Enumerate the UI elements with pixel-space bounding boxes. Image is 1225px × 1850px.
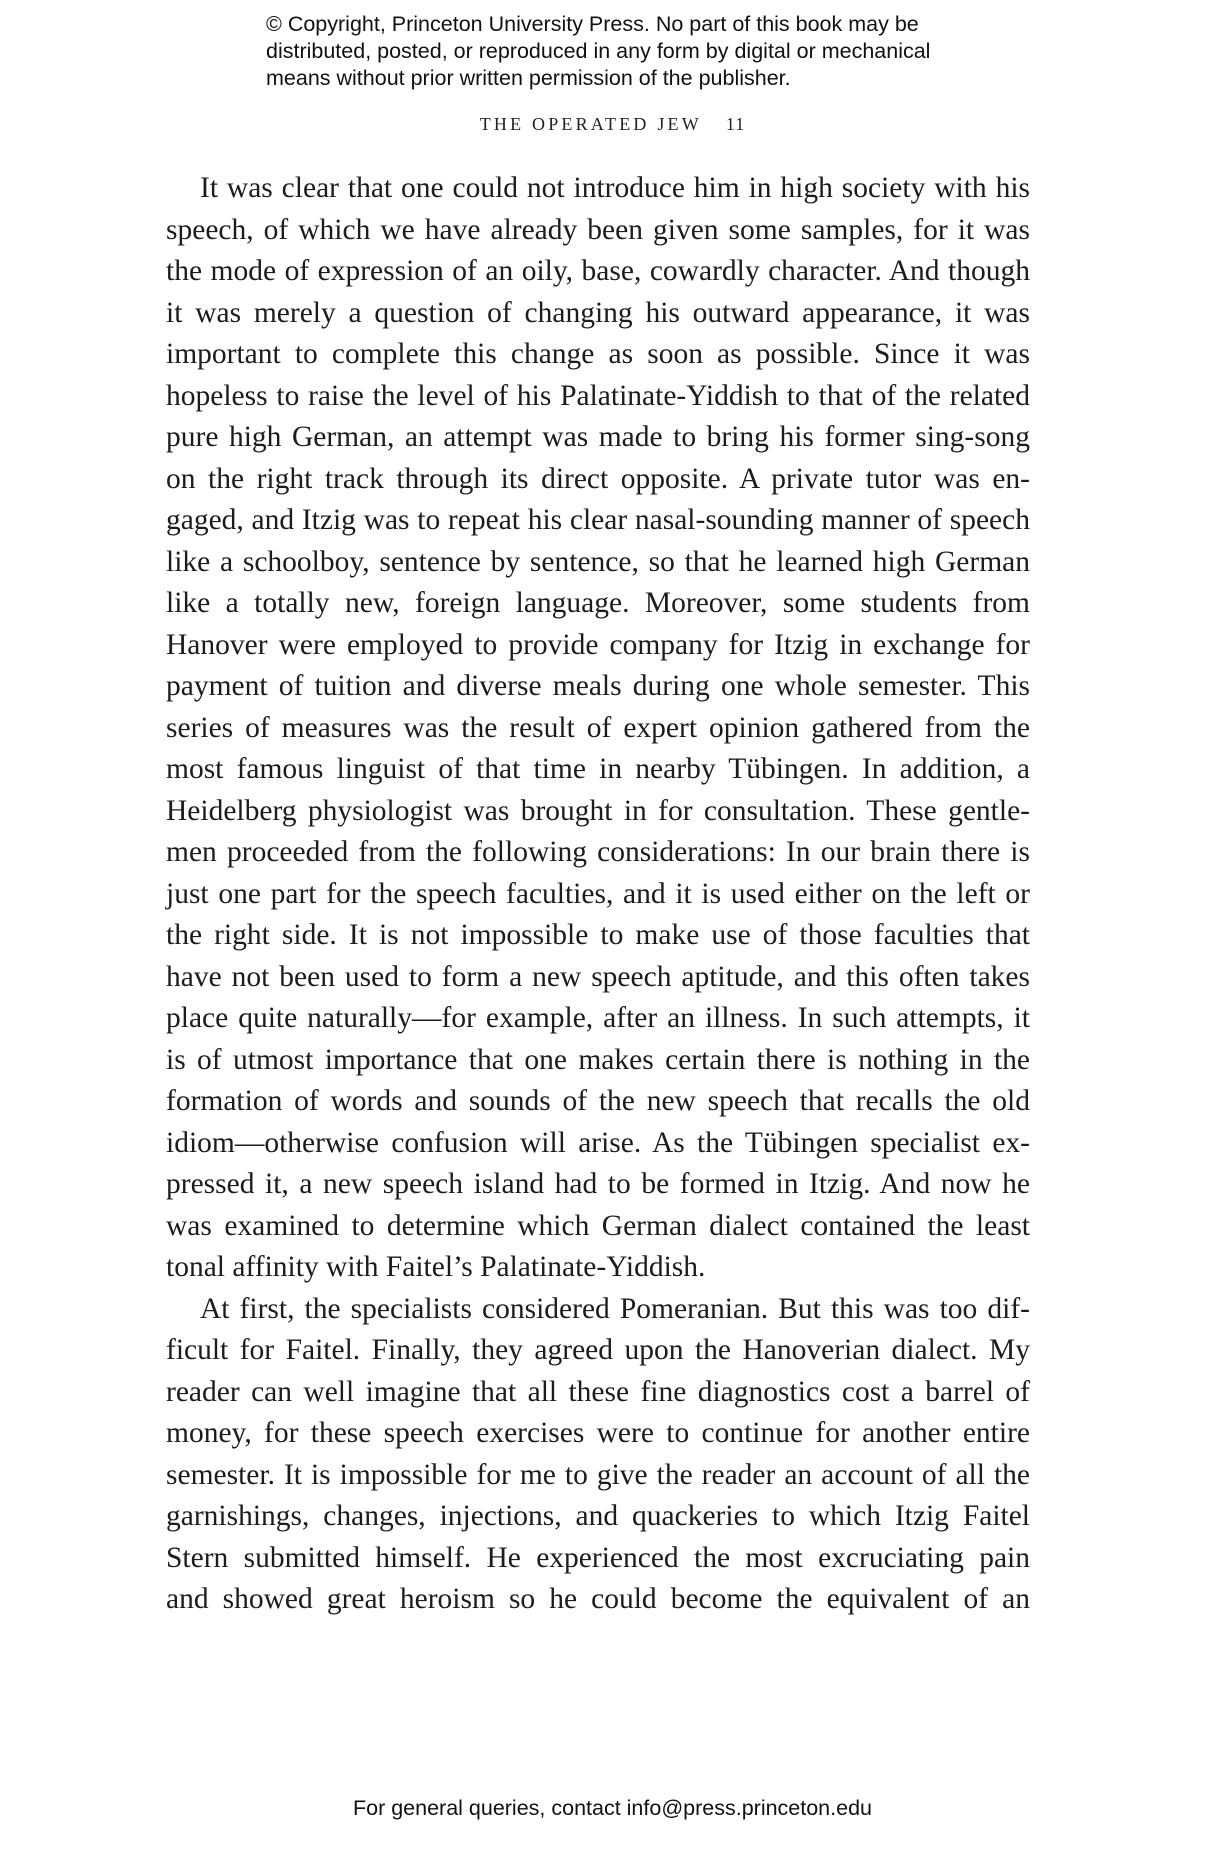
text-line: Heidelberg physiologist was brought in for consultation. These gentle- <box>166 794 1030 827</box>
text-line: the mode of expression of an oily, base, cowardly character. And though <box>166 255 1030 287</box>
text-line: it was merely a question of changing his outward appearance, it was <box>166 296 1030 329</box>
paragraph-2 <box>166 1289 1030 1621</box>
text-line: money, for these speech exercises were to continue for another entire <box>166 1417 1030 1449</box>
footer-contact: For general queries, contact info@press.princeton.edu <box>352 1796 872 1820</box>
page-number: 11 <box>725 114 746 134</box>
copyright-line: distributed, posted, or reproduced in any form by digital or mechanical <box>266 39 931 63</box>
text-line: garnishings, changes, injections, and quackeries to which Itzig Faitel <box>166 1500 1030 1532</box>
copyright-notice <box>266 11 1006 92</box>
text-line: and showed great heroism so he could become the equivalent of an <box>166 1583 1030 1615</box>
running-head-title: THE OPERATED JEW <box>479 114 702 134</box>
copyright-line: © Copyright, Princeton University Press. No part of this book may be <box>266 12 919 36</box>
text-line: At first, the specialists considered Pomeranian. But this was too dif- <box>200 1292 1030 1325</box>
text-line: semester. It is impossible for me to give the reader an account of all the <box>166 1458 1030 1491</box>
paragraph-1 <box>166 168 1030 1289</box>
text-line: Stern submitted himself. He experienced the most excruciating pain <box>166 1541 1030 1574</box>
text-line: the right side. It is not impossible to make use of those faculties that <box>166 919 1030 951</box>
text-line: like a schoolboy, sentence by sentence, so that he learned high German <box>166 545 1030 578</box>
text-line: ficult for Faitel. Finally, they agreed upon the Hanoverian dialect. My <box>166 1334 1030 1366</box>
text-line: men proceeded from the following considerations: In our brain there is <box>166 836 1030 868</box>
text-line: on the right track through its direct opposite. A private tutor was en- <box>166 462 1030 495</box>
text-line: gaged, and Itzig was to repeat his clear nasal-sounding manner of speech <box>166 504 1030 536</box>
text-line: was examined to determine which German dialect contained the least <box>166 1209 1030 1242</box>
text-line: It was clear that one could not introduce him in high society with his <box>200 172 1030 204</box>
text-line: formation of words and sounds of the new speech that recalls the old <box>166 1085 1030 1117</box>
text-line: payment of tuition and diverse meals during one whole semester. This <box>166 670 1030 702</box>
text-line: pure high German, an attempt was made to bring his former sing-song <box>166 421 1030 453</box>
text-line: most famous linguist of that time in nearby Tübingen. In addition, a <box>166 753 1030 785</box>
text-line: pressed it, a new speech island had to be formed in Itzig. And now he <box>166 1168 1030 1200</box>
text-line: idiom—otherwise confusion will arise. As the Tübingen specialist ex- <box>166 1126 1030 1159</box>
text-line: just one part for the speech faculties, and it is used either on the left or <box>166 877 1030 910</box>
text-line: speech, of which we have already been given some samples, for it was <box>166 213 1030 246</box>
text-line: like a totally new, foreign language. Moreover, some students from <box>166 587 1030 619</box>
text-line: reader can well imagine that all these fine diagnostics cost a barrel of <box>166 1375 1030 1408</box>
text-line: place quite naturally—for example, after an illness. In such attempts, it <box>166 1002 1030 1034</box>
text-line: series of measures was the result of expert opinion gathered from the <box>166 711 1030 744</box>
text-line: have not been used to form a new speech aptitude, and this often takes <box>166 960 1030 993</box>
text-line: hopeless to raise the level of his Palatinate-Yiddish to that of the related <box>166 379 1030 412</box>
text-line: is of utmost importance that one makes certain there is nothing in the <box>166 1043 1030 1076</box>
text-line: tonal affinity with Faitel’s Palatinate-Yiddish. <box>166 1251 706 1283</box>
text-line: important to complete this change as soon as possible. Since it was <box>166 338 1030 370</box>
body-text <box>166 168 1030 1621</box>
running-head <box>0 114 1225 135</box>
text-line: Hanover were employed to provide company for Itzig in exchange for <box>166 628 1030 661</box>
copyright-line: means without prior written permission of the publisher. <box>266 66 791 90</box>
